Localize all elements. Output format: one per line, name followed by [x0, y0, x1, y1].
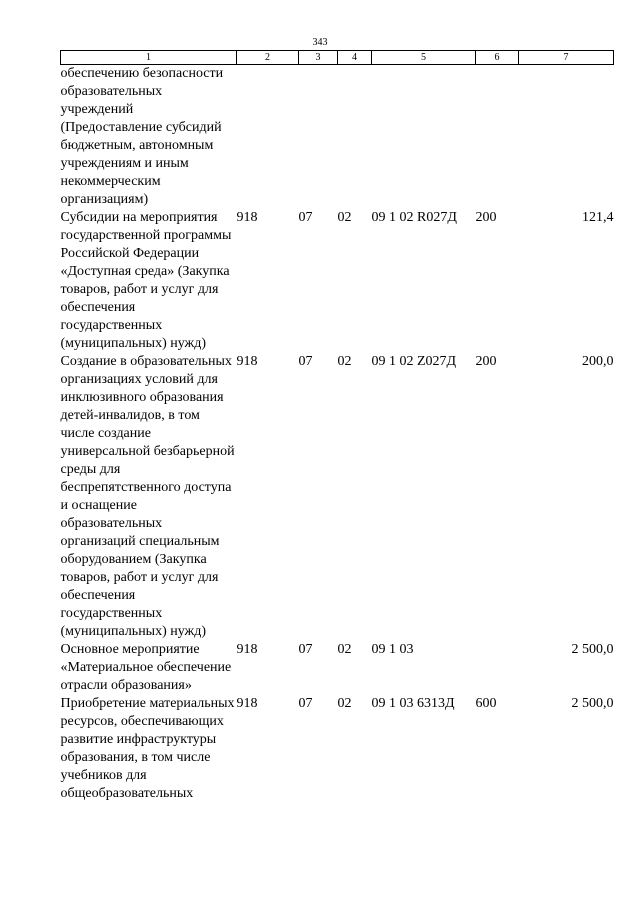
header-col-5: 5 [372, 51, 476, 65]
cell-expense-type [476, 641, 519, 695]
cell-target-article: 09 1 02 Z027Д [371, 354, 457, 369]
page-number: 343 [312, 37, 328, 48]
header-col-7: 7 [519, 51, 614, 65]
cell-subsection: 02 [337, 210, 352, 225]
header-col-1: 1 [61, 51, 237, 65]
cell-subsection: 02 [337, 696, 352, 711]
cell-amount: 200,0 [582, 354, 614, 369]
cell-subsection: 02 [337, 354, 352, 369]
cell-name: Приобретение материальных ресурсов, обеспечивающих развитие инфраструктуры образования, в том числе учебников для общеобразовательных [60, 696, 235, 801]
cell-expense-type: 600 [475, 696, 497, 711]
cell-section [299, 65, 338, 210]
cell-code: 918 [236, 354, 258, 369]
cell-section: 07 [298, 696, 313, 711]
cell-target-article: 09 1 03 [371, 642, 414, 657]
header-col-6: 6 [476, 51, 519, 65]
cell-expense-type: 200 [475, 354, 497, 369]
cell-expense-type: 200 [475, 210, 497, 225]
header-col-3: 3 [299, 51, 338, 65]
cell-amount: 2 500,0 [571, 642, 614, 657]
cell-target-article: 09 1 03 6313Д [371, 696, 455, 711]
table-header-row [61, 51, 614, 65]
cell-subsection [338, 65, 372, 210]
cell-name: Основное мероприятие «Материальное обеспечение отрасли образования» [60, 642, 232, 693]
budget-table [60, 50, 614, 803]
table-row [61, 353, 614, 641]
cell-target-article [372, 65, 476, 210]
cell-code: 918 [236, 210, 258, 225]
header-col-2: 2 [237, 51, 299, 65]
cell-code [237, 65, 299, 210]
cell-amount: 2 500,0 [571, 696, 614, 711]
cell-section: 07 [298, 354, 313, 369]
cell-code: 918 [236, 642, 258, 657]
cell-target-article: 09 1 02 R027Д [371, 210, 457, 225]
cell-section: 07 [298, 642, 313, 657]
cell-amount: 121,4 [582, 210, 614, 225]
table-row [61, 209, 614, 353]
cell-section: 07 [298, 210, 313, 225]
table-row [61, 641, 614, 695]
cell-name: обеспечению безопасности образовательных учреждений (Предоставление субсидий бюджетным, автономным учреждениям и иным некоммерческим организациям) [60, 66, 224, 207]
table-row [61, 65, 614, 210]
table-row [61, 695, 614, 803]
cell-name: Создание в образовательных организациях условий для инклюзивного образования детей-инвалидов, в том числе создание универсальной безбарьерной среды для беспрепятственного доступа и оснащение образовательных организаций специальным оборудованием (Закупка товаров, работ и услуг для обеспечения государственных (муниципальных) нужд) [60, 354, 235, 639]
cell-amount [519, 65, 614, 210]
cell-code: 918 [236, 696, 258, 711]
cell-subsection: 02 [337, 642, 352, 657]
cell-expense-type [476, 65, 519, 210]
header-col-4: 4 [338, 51, 372, 65]
cell-name: Субсидии на мероприятия государственной программы Российской Федерации «Доступная среда» (Закупка товаров, работ и услуг для обеспечения государственных (муниципальных) нужд) [60, 210, 232, 351]
